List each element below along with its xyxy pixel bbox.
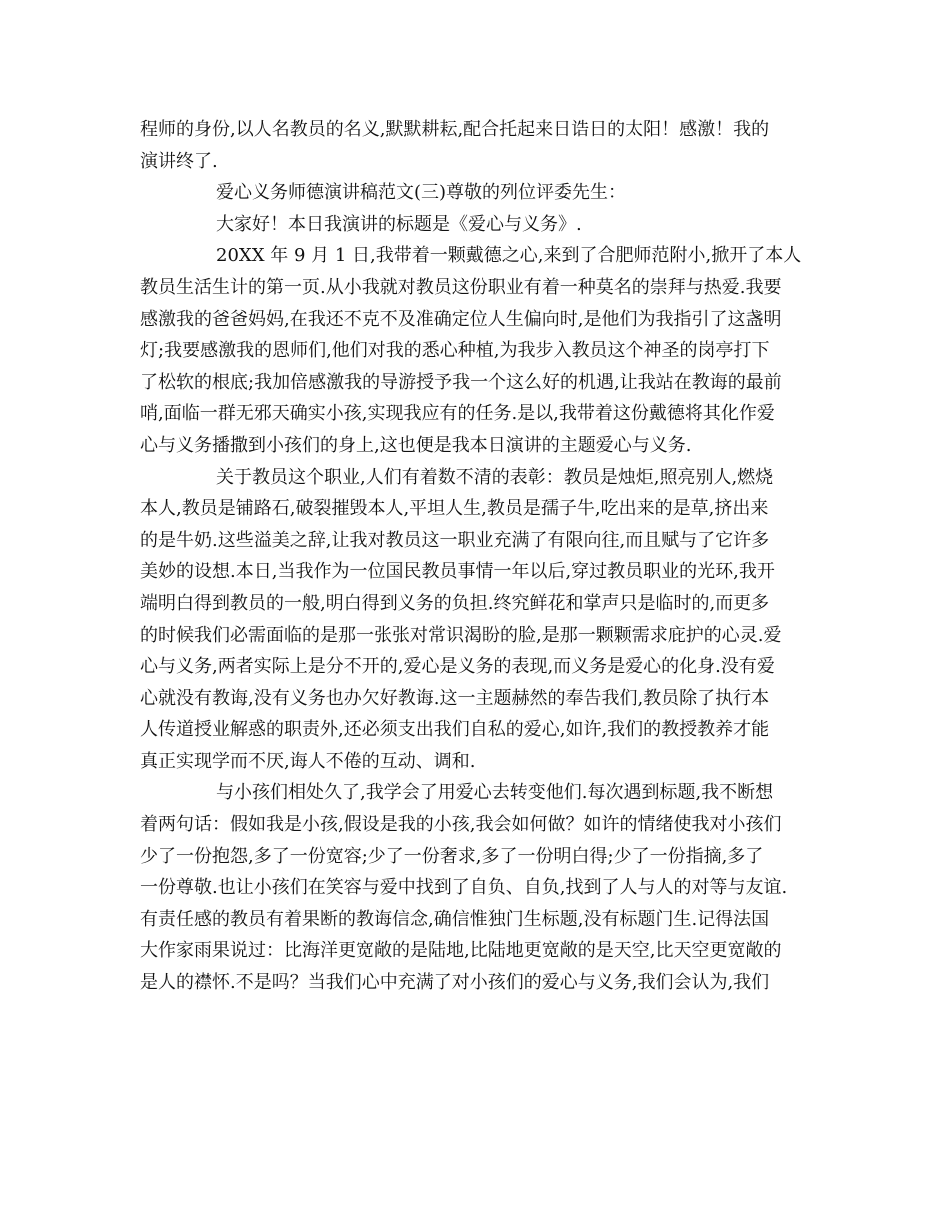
text-line: 的是牛奶.这些溢美之辞,让我对教员这一职业充满了有限向往,而且赋与了它许多	[140, 529, 770, 551]
text-line: 与小孩们相处久了,我学会了用爱心去转变他们.每次遇到标题,我不断想	[216, 782, 774, 804]
text-line: 少了一份抱怨,多了一份宽容;少了一份奢求,多了一份明白得;少了一份指摘,多了	[140, 845, 764, 867]
text-line: 感激我的爸爸妈妈,在我还不克不及准确定位人生偏向时,是他们为我指引了这盏明	[140, 308, 782, 330]
text-line: 大家好！本日我演讲的标题是《爱心与义务》.	[216, 213, 582, 235]
text-line: 程师的身份,以人名教员的名义,默默耕耘,配合托起来日诰日的太阳！感激！我的	[140, 119, 770, 140]
text-line: 灯;我要感激我的恩师们,他们对我的悉心种植,为我步入教员这个神圣的岗亭打下	[140, 340, 770, 362]
text-line: 人传道授业解惑的职责外,还必须支出我们自私的爱心,如许,我们的教授教养才能	[140, 719, 770, 741]
text-line: 心与义务,两者实际上是分不开的,爱心是义务的表现,而义务是爱心的化身.没有爱	[140, 656, 775, 678]
document-page	[140, 114, 812, 999]
text-line: 端明白得到教员的一般,明白得到义务的负担.终究鲜花和掌声只是临时的,而更多	[140, 592, 770, 614]
text-line: 了松软的根底;我加倍感激我的导游授予我一个这么好的机遇,让我站在教诲的最前	[140, 371, 782, 393]
text-line: 有责任感的教员有着果断的教诲信念,确信惟独门生标题,没有标题门生.记得法国	[140, 908, 770, 930]
text-line: 心就没有教诲,没有义务也办欠好教诲.这一主题赫然的奉告我们,教员除了执行本	[140, 687, 770, 709]
text-line: 本人,教员是铺路石,破裂摧毁本人,平坦人生,教员是孺子牛,吃出来的是草,挤出来	[140, 498, 769, 520]
text-line: 一份尊敬.也让小孩们在笑容与爱中找到了自负、自负,找到了人与人的对等与友谊.	[140, 877, 788, 899]
text-line: 教员生活生计的第一页.从小我就对教员这份职业有着一种莫名的崇拜与热爱.我要	[140, 276, 782, 298]
text-line: 着两句话：假如我是小孩,假设是我的小孩,我会如何做？如许的情绪使我对小孩们	[140, 814, 782, 836]
text-line: 演讲终了.	[140, 150, 218, 172]
text-line: 大作家雨果说过：比海洋更宽敞的是陆地,比陆地更宽敞的是天空,比天空更宽敞的	[140, 940, 782, 962]
text-line: 美妙的设想.本日,当我作为一位国民教员事情一年以后,穿过教员职业的光环,我开	[140, 561, 775, 583]
text-line: 哨,面临一群无邪天确实小孩,实现我应有的任务.是以,我带着这份戴德将其化作爱	[140, 403, 775, 425]
text-line: 是人的襟怀.不是吗？当我们心中充满了对小孩们的爱心与义务,我们会认为,我们	[140, 972, 770, 994]
text-line: 20XX 年 9 月 1 日,我带着一颗戴德之心,来到了合肥师范附小,掀开了本人	[216, 245, 802, 267]
text-line: 真正实现学而不厌,诲人不倦的互动、调和.	[140, 750, 476, 772]
text-line: 心与义务播撒到小孩们的身上,这也便是我本日演讲的主题爱心与义务.	[140, 434, 692, 456]
text-line: 爱心义务师德演讲稿范文(三)尊敬的列位评委先生：	[216, 182, 627, 204]
text-line: 关于教员这个职业,人们有着数不清的表彰：教员是烛炬,照亮别人,燃烧	[216, 466, 774, 488]
text-line: 的时候我们必需面临的是那一张张对常识渴盼的脸,是那一颗颗需求庇护的心灵.爱	[140, 624, 782, 646]
